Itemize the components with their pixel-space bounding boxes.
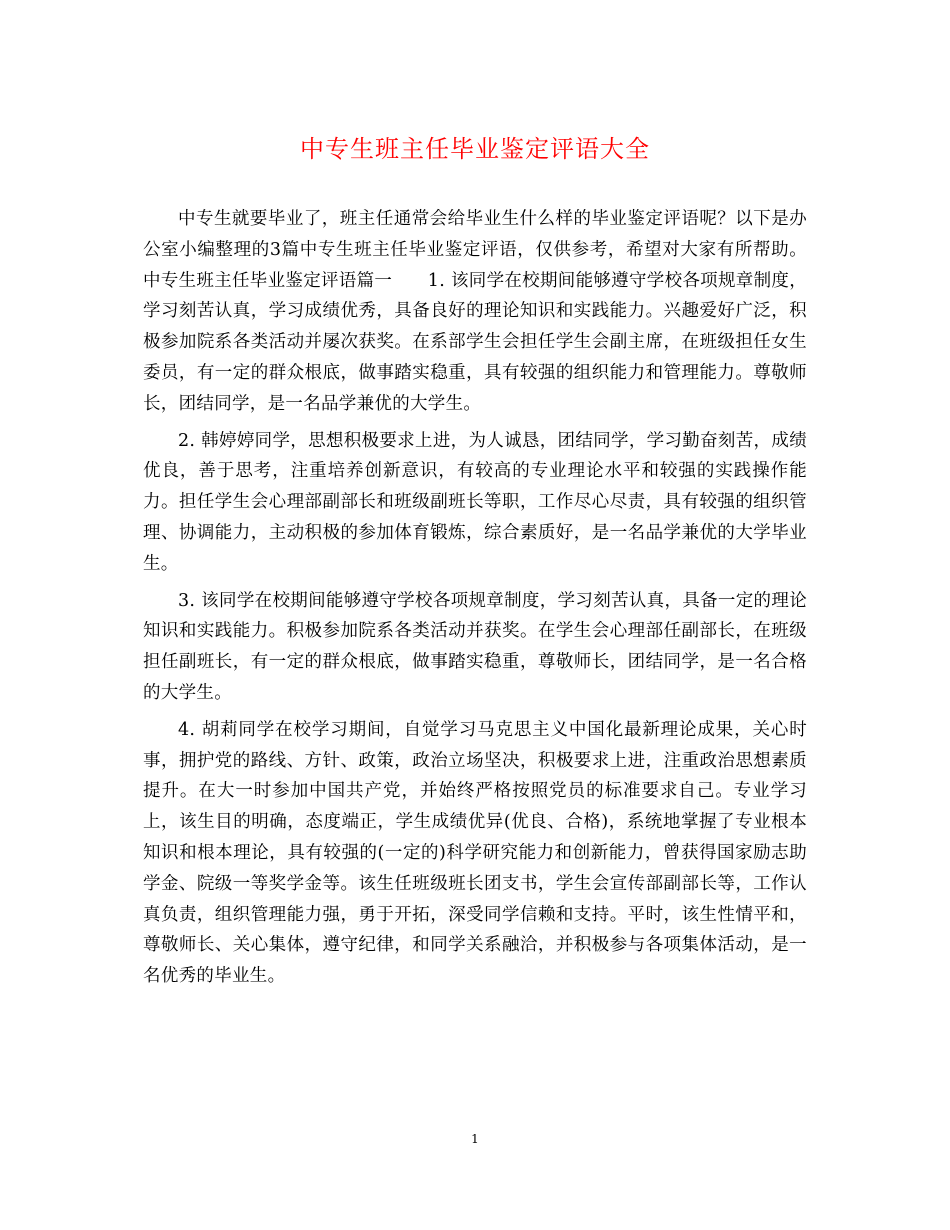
paragraph-3: 3. 该同学在校期间能够遵守学校各项规章制度，学习刻苦认真，具备一定的理论知识和实践能力。积极参加院系各类活动并获奖。在学生会心理部任副部长，在班级担任副班长，有一定的群众根底，做事踏实稳重，尊敬师长，团结同学，是一名合格的大学生。 xyxy=(143,590,807,703)
page-number: 1 xyxy=(471,1132,479,1146)
document-body xyxy=(143,204,807,998)
paragraph-intro: 中专生就要毕业了，班主任通常会给毕业生什么样的毕业鉴定评语呢？以下是办公室小编整理的3篇中专生班主任毕业鉴定评语，仅供参考，希望对大家有所帮助。 中专生班主任毕业鉴定评语篇一 1. 该同学在校期间能够遵守学校各项规章制度，学习刻苦认真，学习成绩优秀，具备良好的理论知识和实践能力。兴趣爱好广泛，积极参加院系各类活动并屡次获奖。在系部学生会担任学生会副主席，在班级担任女生委员，有一定的群众根底，做事踏实稳重，具有较强的组织能力和管理能力。尊敬师长，团结同学，是一名品学兼优的大学生。 xyxy=(143,209,807,414)
paragraph-4: 4. 胡莉同学在校学习期间，自觉学习马克思主义中国化最新理论成果，关心时事，拥护党的路线、方针、政策，政治立场坚决，积极要求上进，注重政治思想素质提升。在大一时参加中国共产党，并始终严格按照党员的标准要求自己。专业学习上，该生目的明确，态度端正，学生成绩优异(优良、合格)，系统地掌握了专业根本知识和根本理论，具有较强的(一定的)科学研究能力和创新能力，曾获得国家励志助学金、院级一等奖学金等。该生任班级班长团支书，学生会宣传部副部长等，工作认真负责，组织管理能力强，勇于开拓，深受同学信赖和支持。平时，该生性情平和，尊敬师长、关心集体，遵守纪律，和同学关系融洽，并积极参与各项集体活动，是一名优秀的毕业生。 xyxy=(143,719,807,987)
paragraph-2: 2. 韩婷婷同学，思想积极要求上进，为人诚恳，团结同学，学习勤奋刻苦，成绩优良，善于思考，注重培养创新意识，有较高的专业理论水平和较强的实践操作能力。担任学生会心理部副部长和班级副班长等职，工作尽心尽责，具有较强的组织管理、协调能力，主动积极的参加体育锻炼，综合素质好，是一名品学兼优的大学毕业生。 xyxy=(143,430,807,574)
document-title: 中专生班主任毕业鉴定评语大全 xyxy=(300,135,650,163)
